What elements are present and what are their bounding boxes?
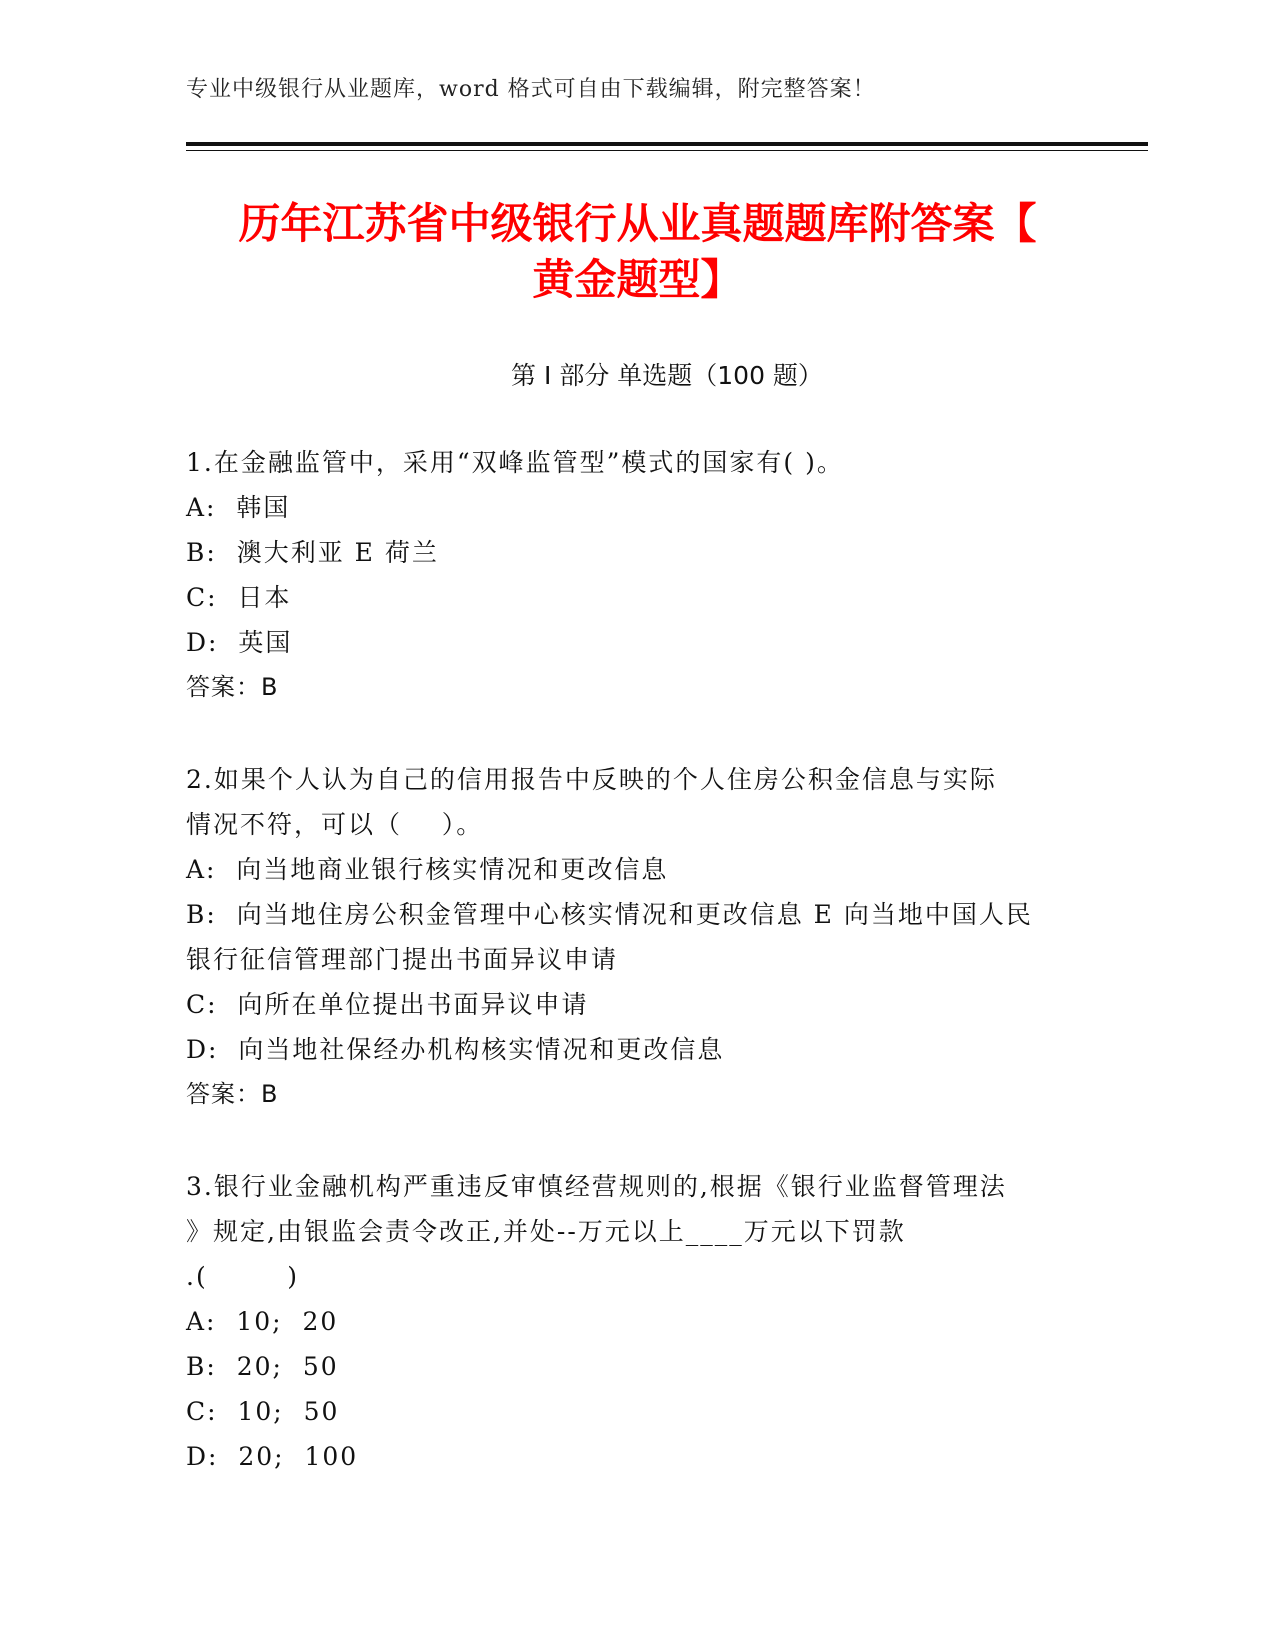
header-rule-thin <box>186 150 1148 151</box>
question-list <box>186 440 1066 1479</box>
document-title-line-2: 黄金题型】 <box>532 255 743 304</box>
question-1-stem-line-1: 1.在金融监管中，采用“双峰监管型”模式的国家有( )。 <box>186 448 844 477</box>
question-3-stem-line-3: .( ) <box>186 1262 300 1291</box>
section-heading: 第 I 部分 单选题（100 题） <box>511 361 823 390</box>
question-3-option-b: B: 20; 50 <box>186 1352 339 1381</box>
question-1-option-b: B: 澳大利亚 E 荷兰 <box>186 538 439 567</box>
question-3-stem-line-2: 》规定,由银监会责令改正,并处--万元以上____万元以下罚款 <box>186 1217 906 1246</box>
question-2-option-d: D: 向当地社保经办机构核实情况和更改信息 <box>186 1035 725 1064</box>
question-3-option-a: A: 10; 20 <box>186 1307 339 1336</box>
question-2 <box>186 757 1066 1117</box>
question-2-stem-line-1: 2.如果个人认为自己的信用报告中反映的个人住房公积金信息与实际 <box>186 765 997 794</box>
question-1-answer: 答案：B <box>186 673 279 701</box>
question-2-option-c: C: 向所在单位提出书面异议申请 <box>186 990 589 1019</box>
question-2-answer: 答案：B <box>186 1080 279 1108</box>
document-title-line-1: 历年江苏省中级银行从业真题题库附答案【 <box>238 199 1037 248</box>
header-rule-thick <box>186 142 1148 146</box>
header-note: 专业中级银行从业题库，word 格式可自由下载编辑，附完整答案！ <box>186 77 876 102</box>
question-2-option-a: A: 向当地商业银行核实情况和更改信息 <box>186 855 669 884</box>
question-2-option-b-continued: 银行征信管理部门提出书面异议申请 <box>186 945 619 974</box>
question-3-option-c: C: 10; 50 <box>186 1397 340 1426</box>
question-1-option-d: D: 英国 <box>186 628 293 657</box>
question-1-option-a: A: 韩国 <box>186 493 291 522</box>
question-3-option-d: D: 20; 100 <box>186 1442 359 1471</box>
document-title <box>150 196 1125 308</box>
question-2-stem-line-2: 情况不符，可以（ ）。 <box>186 810 484 839</box>
question-3-stem-line-1: 3.银行业金融机构严重违反审慎经营规则的,根据《银行业监督管理法 <box>186 1172 1007 1201</box>
question-1-option-c: C: 日本 <box>186 583 292 612</box>
question-3 <box>186 1164 1066 1479</box>
question-1 <box>186 440 1066 710</box>
question-2-option-b: B: 向当地住房公积金管理中心核实情况和更改信息 E 向当地中国人民 <box>186 900 1033 929</box>
